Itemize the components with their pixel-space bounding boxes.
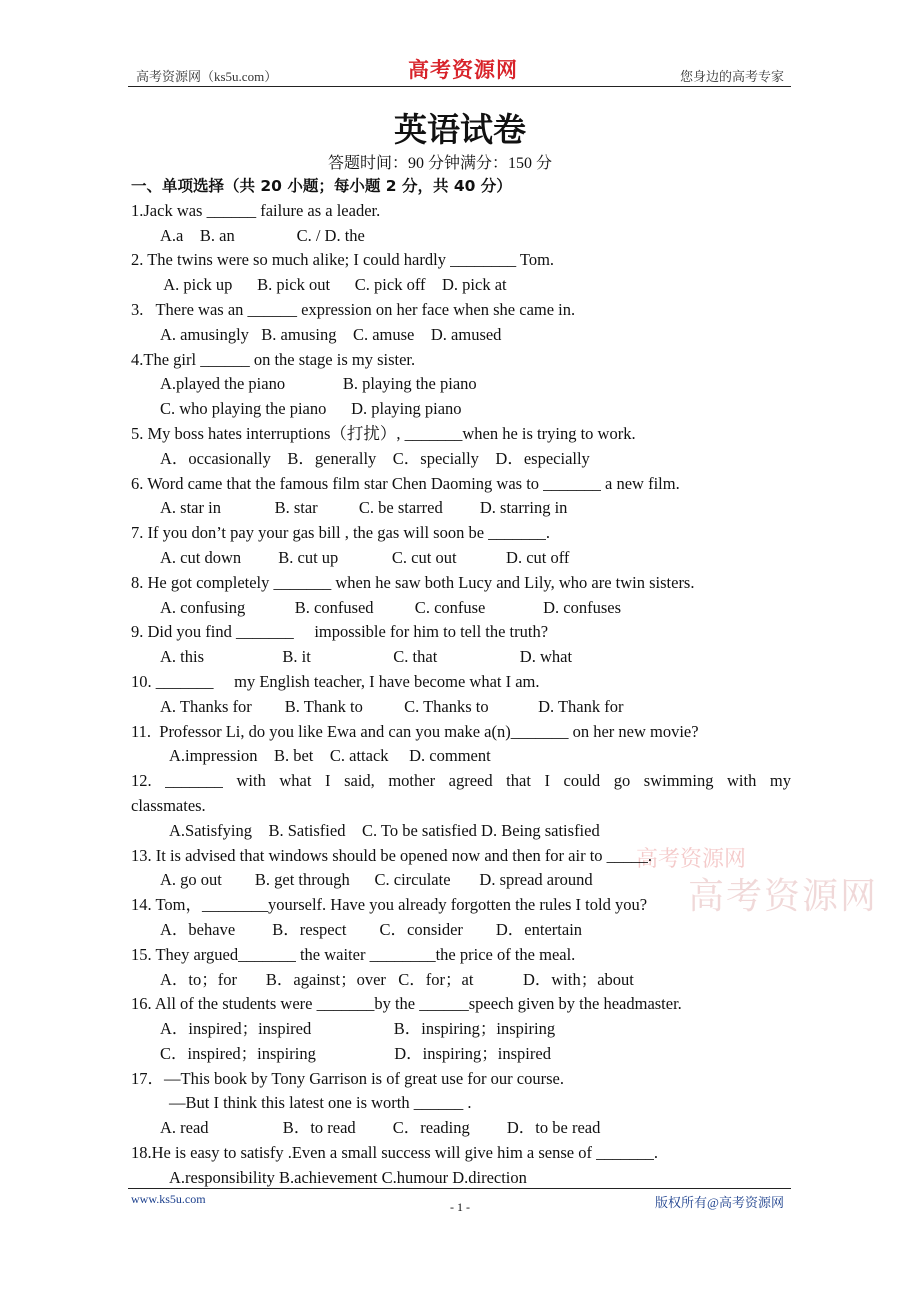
options-8: A. confusing B. confused C. confuse D. confuses — [160, 597, 622, 617]
question-16: 16. All of the students were _______by the ______speech given by the headmaster. — [131, 994, 682, 1014]
watermark: 高考资源网 — [687, 876, 878, 917]
site-logo: 高考资源网 — [408, 58, 518, 82]
options-14: A．behave B．respect C．consider D．entertain — [160, 919, 583, 939]
exam-info: 答题时间：90 分钟满分：150 分 — [328, 155, 553, 172]
options-2: A. pick up B. pick out C. pick off D. pick at — [160, 275, 507, 295]
question-5: 5. My boss hates interruptions（打扰）, _______when he is trying to work. — [131, 423, 636, 443]
options-11: A.impression B. bet C. attack D. comment — [169, 746, 491, 766]
footer-website-link[interactable]: www.ks5u.com — [131, 1192, 206, 1206]
options-13: A. go out B. get through C. circulate D. spread around — [160, 870, 593, 890]
question-6: 6. Word came that the famous film star Chen Daoming was to _______ a new film. — [131, 473, 680, 493]
page-number: - 1 - — [450, 1200, 470, 1214]
watermark-small: 高考资源网 — [636, 847, 747, 872]
header-divider — [128, 86, 791, 87]
question-12: 12. _______ with what I said, mother agreed that I could go swimming with my — [131, 771, 791, 791]
options-6: A. star in B. star C. be starred D. starring in — [160, 498, 568, 518]
options-1: A.a B. an C. / D. the — [160, 225, 365, 245]
options-12: A.Satisfying B. Satisfied C. To be satisfied D. Being satisfied — [169, 820, 600, 840]
question-1: 1.Jack was ______ failure as a leader. — [131, 200, 381, 220]
options-9: A. this B. it C. that D. what — [160, 647, 573, 667]
question-2: 2. The twins were so much alike; I could hardly ________ Tom. — [131, 250, 555, 270]
question-9: 9. Did you find _______ impossible for him to tell the truth? — [131, 622, 549, 642]
question-15: 15. They argued_______ the waiter ________the price of the meal. — [131, 944, 576, 964]
question-4: 4.The girl ______ on the stage is my sister. — [131, 349, 416, 369]
question-17: 17．—This book by Tony Garrison is of great use for our course. — [131, 1068, 564, 1088]
options-18: A.responsibility B.achievement C.humour D.direction — [169, 1167, 527, 1187]
exam-content — [131, 174, 791, 1191]
question-13: 13. It is advised that windows should be opened now and then for air to _____. — [131, 845, 653, 865]
options-15: A．to；for B．against；over C．for；at D．with；about — [160, 969, 634, 989]
footer-divider — [128, 1188, 791, 1189]
options-17: A. read B．to read C．reading D．to be read — [160, 1118, 601, 1138]
options-16b: C．inspired；inspiring D．inspiring；inspired — [160, 1043, 551, 1063]
page-title: 英语试卷 — [394, 110, 526, 149]
section-heading: 一、单项选择（共 20 小题；每小题 2 分，共 40 分） — [131, 177, 512, 195]
header-left-text: 高考资源网（ks5u.com） — [136, 69, 278, 84]
question-17-reply: —But I think this latest one is worth ______ . — [169, 1093, 472, 1113]
question-8: 8. He got completely _______ when he saw both Lucy and Lily, who are twin sisters. — [131, 572, 695, 592]
question-12-cont: classmates. — [131, 795, 206, 815]
options-16a: A．inspired；inspired B．inspiring；inspiring — [160, 1019, 556, 1039]
options-7: A. cut down B. cut up C. cut out D. cut off — [160, 547, 570, 567]
options-3: A. amusingly B. amusing C. amuse D. amused — [160, 324, 502, 344]
question-14: 14. Tom，________yourself. Have you already forgotten the rules I told you? — [131, 895, 648, 915]
question-7: 7. If you don’t pay your gas bill , the gas will soon be _______. — [131, 523, 551, 543]
options-4a: A.played the piano B. playing the piano — [160, 374, 477, 394]
question-10: 10. _______ my English teacher, I have become what I am. — [131, 671, 540, 691]
options-5: A．occasionally B．generally C．specially D．especially — [160, 448, 590, 468]
header-right-text: 您身边的高考专家 — [679, 69, 784, 84]
question-11: 11. Professor Li, do you like Ewa and can you make a(n)_______ on her new movie? — [131, 721, 699, 741]
options-4b: C. who playing the piano D. playing piano — [160, 399, 462, 419]
question-18: 18.He is easy to satisfy .Even a small success will give him a sense of _______. — [131, 1143, 658, 1163]
question-3: 3. There was an ______ expression on her face when she came in. — [131, 299, 576, 319]
footer-copyright: 版权所有@高考资源网 — [655, 1195, 784, 1210]
options-10: A. Thanks for B. Thank to C. Thanks to D. Thank for — [160, 696, 624, 716]
